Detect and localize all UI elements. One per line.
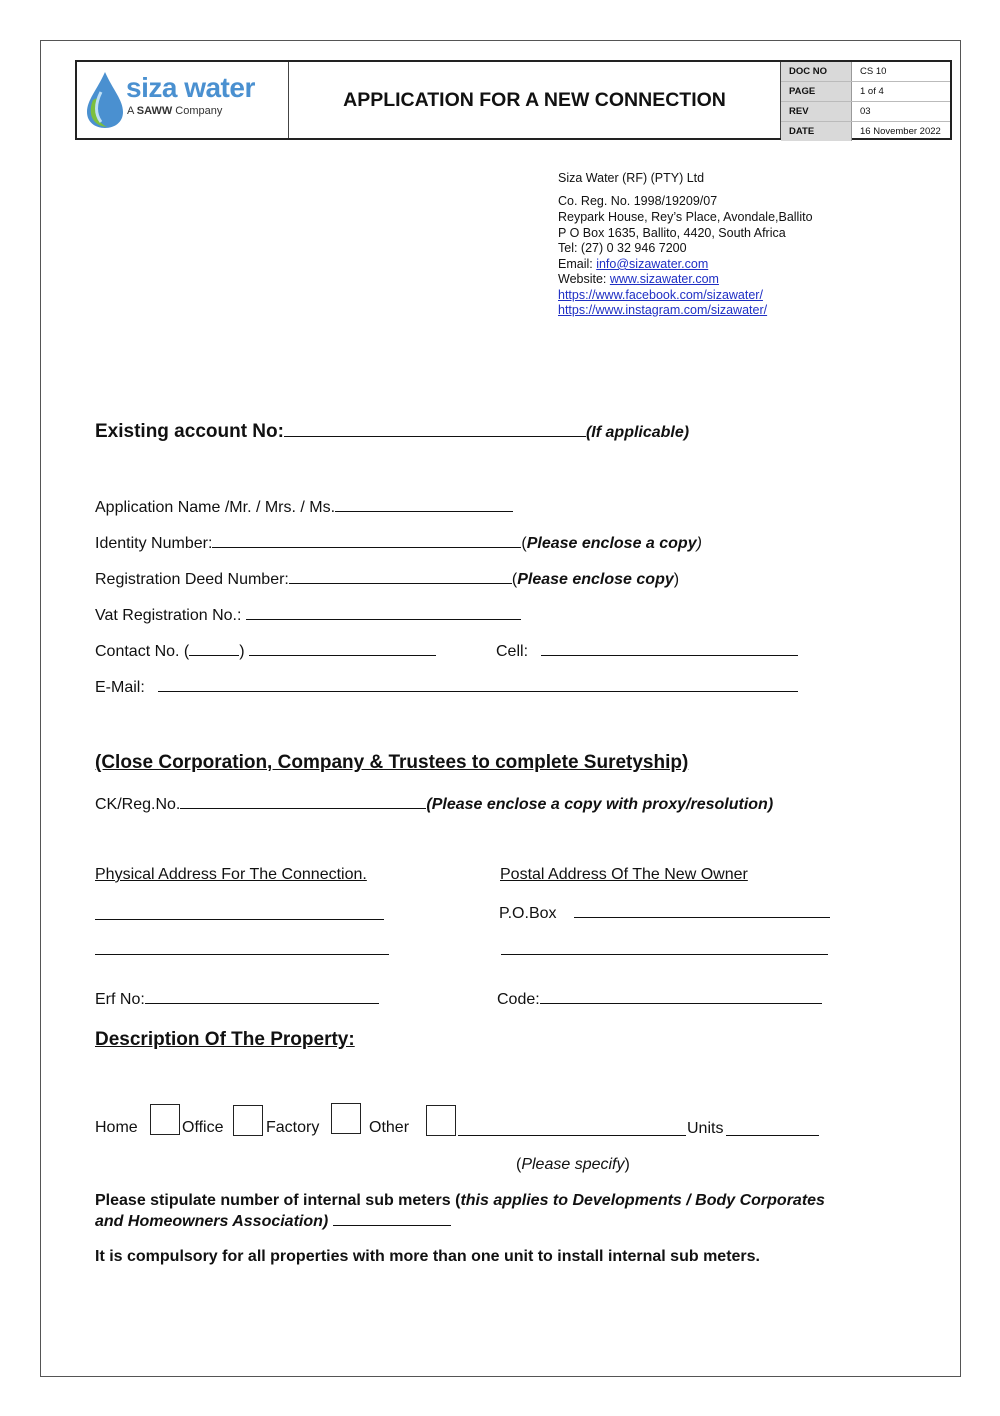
company-email: Email: info@sizawater.com xyxy=(558,257,709,271)
suretyship-heading: (Close Corporation, Company & Trustees to complete Suretyship) xyxy=(95,752,689,773)
identity-row: Identity Number: (Please enclose a copy) xyxy=(95,535,702,552)
vat-field[interactable] xyxy=(246,605,521,620)
company-facebook xyxy=(558,288,763,304)
application-name-field[interactable] xyxy=(335,497,513,512)
type-label-home: Home xyxy=(95,1119,138,1136)
meta-row: DATE 16 November 2022 xyxy=(781,122,950,141)
postal-address-line-2[interactable] xyxy=(501,954,828,955)
existing-account-row: Existing account No: (If applicable) xyxy=(95,421,690,442)
email-row: E-Mail: xyxy=(95,677,798,697)
water-drop-icon xyxy=(83,70,127,130)
existing-account-field[interactable] xyxy=(284,422,586,437)
company-tel: Tel: (27) 0 32 946 7200 xyxy=(558,241,687,255)
office-checkbox[interactable] xyxy=(233,1105,263,1136)
document-meta-table xyxy=(781,62,950,138)
reg-deed-field[interactable] xyxy=(289,569,512,584)
pobox-field[interactable] xyxy=(574,903,830,918)
physical-address-line-1[interactable] xyxy=(95,919,384,920)
erf-row: Erf No: xyxy=(95,989,379,1009)
other-checkbox[interactable] xyxy=(426,1105,456,1136)
home-checkbox[interactable] xyxy=(150,1104,180,1135)
meta-row: PAGE 1 of 4 xyxy=(781,82,950,102)
company-instagram xyxy=(558,303,767,319)
logo-tagline: A SAWW Company xyxy=(127,105,223,117)
email-link[interactable]: info@sizawater.com xyxy=(596,257,709,271)
description-heading: Description Of The Property: xyxy=(95,1029,355,1050)
cell-row: Cell: xyxy=(496,641,798,661)
ck-field[interactable] xyxy=(180,794,426,809)
pobox-row: P.O.Box xyxy=(499,903,830,923)
compulsory-notice: It is compulsory for all properties with more than one unit to install internal sub meters. xyxy=(95,1248,760,1265)
vat-row: Vat Registration No.: xyxy=(95,605,521,625)
code-row: Code: xyxy=(497,989,822,1009)
please-specify-note: (Please specify) xyxy=(516,1156,630,1173)
factory-checkbox[interactable] xyxy=(331,1103,361,1134)
application-name-row: Application Name /Mr. / Mrs. / Ms. xyxy=(95,497,513,517)
website-link[interactable]: www.sizawater.com xyxy=(609,272,719,286)
identity-field[interactable] xyxy=(212,533,521,548)
company-pobox: P O Box 1635, Ballito, 4420, South Africa xyxy=(558,226,786,240)
type-label-other: Other xyxy=(369,1119,410,1136)
page-border xyxy=(40,40,961,1377)
other-specify-field[interactable] xyxy=(458,1135,686,1136)
units-label: Units xyxy=(687,1120,724,1137)
contact-field[interactable] xyxy=(249,641,436,656)
postal-address-heading: Postal Address Of The New Owner xyxy=(500,866,748,883)
area-code-field[interactable] xyxy=(189,641,239,656)
physical-address-line-2[interactable] xyxy=(95,954,389,955)
cell-field[interactable] xyxy=(541,641,798,656)
code-field[interactable] xyxy=(540,989,822,1004)
sub-meters-instruction: Please stipulate number of internal sub meters (this applies to Developments / Body Corporates xyxy=(95,1192,825,1209)
logo xyxy=(77,62,289,138)
type-label-factory: Factory xyxy=(266,1119,320,1136)
sub-meters-field[interactable] xyxy=(333,1211,451,1226)
logo-brand: siza water xyxy=(126,72,255,103)
meta-row: DOC NO CS 10 xyxy=(781,62,950,82)
document-header xyxy=(75,60,952,140)
company-reg: Co. Reg. No. 1998/19209/07 xyxy=(558,194,718,208)
facebook-link[interactable]: https://www.facebook.com/sizawater/ xyxy=(558,288,763,302)
sub-meters-instruction-2: and Homeowners Association) xyxy=(95,1211,451,1231)
instagram-link[interactable]: https://www.instagram.com/sizawater/ xyxy=(558,303,768,317)
company-address: Reypark House, Rey’s Place, Avondale,Ballito xyxy=(558,210,813,224)
physical-address-heading: Physical Address For The Connection. xyxy=(95,866,367,883)
document-title: APPLICATION FOR A NEW CONNECTION xyxy=(289,62,781,138)
type-label-office: Office xyxy=(182,1119,224,1136)
units-field[interactable] xyxy=(726,1135,819,1136)
email-field[interactable] xyxy=(158,677,798,692)
company-website: Website: www.sizawater.com xyxy=(558,272,719,286)
company-name: Siza Water (RF) (PTY) Ltd xyxy=(558,171,705,185)
meta-row: REV 03 xyxy=(781,102,950,122)
ck-row: CK/Reg.No. (Please enclose a copy with proxy/resolution) xyxy=(95,796,774,813)
reg-deed-row: Registration Deed Number: (Please enclose copy) xyxy=(95,571,680,588)
contact-row: Contact No. ( ) xyxy=(95,641,436,661)
erf-field[interactable] xyxy=(145,989,379,1004)
